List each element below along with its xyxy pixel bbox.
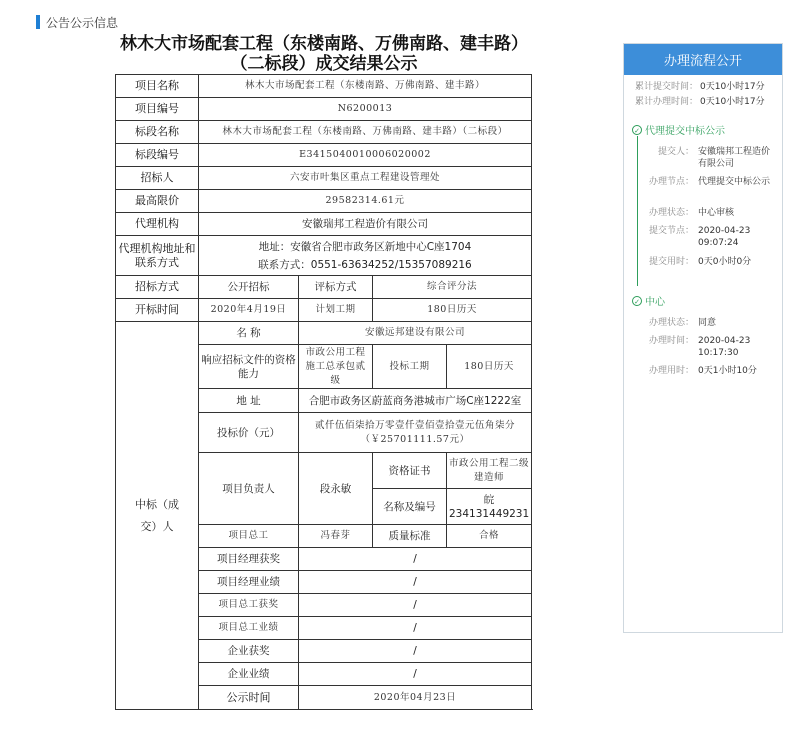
- lot-no-value: E3415040010006020002: [199, 144, 532, 167]
- table-row: [116, 322, 532, 345]
- status-value: 中心审核: [698, 208, 735, 218]
- winner-label: [116, 322, 199, 710]
- table-row: [116, 167, 532, 190]
- project-name-label: 项目名称: [116, 75, 199, 98]
- winner-label-text: 中标（成交）人: [135, 497, 179, 533]
- center-time-value: 2020-04-23 10:17:30: [698, 336, 751, 358]
- ce-perf-label: 项目总工业绩: [199, 617, 299, 640]
- co-perf-value: /: [299, 663, 532, 686]
- cert-no-value: 皖234131449231: [447, 489, 532, 525]
- agency-phone: 联系方式：0551-63634252/15357089216: [258, 258, 472, 271]
- center-used-label: 办理用时：: [648, 366, 694, 376]
- eval-method-label: 评标方式: [299, 276, 373, 299]
- table-row: [116, 276, 532, 299]
- agency-addr-value: [199, 236, 532, 276]
- total-submit-value: 0天10小时17分: [700, 82, 765, 92]
- address-label: 地 址: [199, 389, 299, 413]
- center-status-label: 办理状态：: [648, 318, 694, 328]
- table-row: [116, 213, 532, 236]
- stage-center: [632, 293, 665, 308]
- address-value: 合肥市政务区蔚蓝商务港城市广场C座1222室: [299, 389, 532, 413]
- table-row: [116, 236, 532, 276]
- chief-eng-value: 冯春芽: [299, 525, 373, 548]
- submit-used-label: 提交用时：: [648, 257, 694, 267]
- page-title: [118, 34, 530, 74]
- bid-period-label: 投标工期: [373, 345, 447, 389]
- co-awards-label: 企业获奖: [199, 640, 299, 663]
- agency-value: 安徽瑞邦工程造价有限公司: [199, 213, 532, 236]
- section-header: [36, 14, 118, 30]
- table-row: [116, 75, 532, 98]
- quality-value: 合格: [447, 525, 532, 548]
- table-row: [116, 299, 532, 322]
- submit-node-label: 提交节点：: [648, 226, 694, 236]
- section-title: 公告公示信息: [46, 15, 119, 30]
- stage-agent-submit: [632, 122, 725, 137]
- tender-method-value: 公开招标: [199, 276, 299, 299]
- open-time-value: 2020年4月19日: [199, 299, 299, 322]
- ce-awards-label: 项目总工获奖: [199, 594, 299, 617]
- title-line-1: 林木大市场配套工程（东楼南路、万佛南路、建丰路）: [120, 34, 528, 54]
- project-name-value: 林木大市场配套工程（东楼南路、万佛南路、建丰路）: [199, 75, 532, 98]
- table-row: [116, 144, 532, 167]
- check-circle-icon: ✓: [632, 296, 642, 306]
- max-price-value: 29582314.61元: [199, 190, 532, 213]
- title-line-2: （二标段）成交结果公示: [230, 54, 418, 74]
- chief-eng-label: 项目总工: [199, 525, 299, 548]
- table-row: [116, 121, 532, 144]
- total-submit-label: 累计提交时间：: [634, 82, 698, 92]
- pm-awards-label: 项目经理获奖: [199, 548, 299, 571]
- pm-value: 段永敏: [299, 453, 373, 525]
- center-time-label: 办理时间：: [648, 336, 694, 346]
- table-row: [116, 190, 532, 213]
- section-accent-bar: [36, 15, 40, 29]
- process-panel-title: 办理流程公开: [624, 44, 782, 75]
- lot-name-value: 林木大市场配套工程（东楼南路、万佛南路、建丰路）（二标段）: [199, 121, 532, 144]
- co-perf-label: 企业业绩: [199, 663, 299, 686]
- center-used-value: 0天1小时10分: [698, 366, 757, 376]
- agency-label: 代理机构: [116, 213, 199, 236]
- cert-value: 市政公用工程二级建造师: [447, 453, 532, 489]
- winner-name-value: 安徽远邦建设有限公司: [299, 322, 532, 345]
- pm-perf-value: /: [299, 571, 532, 594]
- cert-no-label: 名称及编号: [373, 489, 447, 525]
- cert-label: 资格证书: [373, 453, 447, 489]
- stage-agent-submit-name: 代理提交中标公示: [645, 126, 725, 137]
- bid-period-value: 180日历天: [447, 345, 532, 389]
- total-handle-label: 累计办理时间：: [634, 97, 698, 107]
- co-awards-value: /: [299, 640, 532, 663]
- stage-center-name: 中心: [645, 297, 665, 308]
- ce-awards-value: /: [299, 594, 532, 617]
- submitter-value: 安徽瑞邦工程造价有限公司: [698, 147, 771, 169]
- total-handle-value: 0天10小时17分: [700, 97, 765, 107]
- qual-value: 市政公用工程施工总承包贰级: [299, 345, 373, 389]
- plan-period-value: 180日历天: [373, 299, 532, 322]
- agency-address: 地址：安徽省合肥市政务区新地中心C座1704: [258, 240, 472, 253]
- process-panel: [623, 43, 783, 633]
- table-row: [116, 98, 532, 121]
- check-circle-icon: ✓: [632, 125, 642, 135]
- open-time-label: 开标时间: [116, 299, 199, 322]
- lot-name-label: 标段名称: [116, 121, 199, 144]
- winner-name-label: 名 称: [199, 322, 299, 345]
- project-no-value: N6200013: [199, 98, 532, 121]
- eval-method-value: 综合评分法: [373, 276, 532, 299]
- project-no-label: 项目编号: [116, 98, 199, 121]
- status-label: 办理状态：: [648, 208, 694, 218]
- qual-label: 响应招标文件的资格能力: [199, 345, 299, 389]
- pm-label: 项目负责人: [199, 453, 299, 525]
- pm-awards-value: /: [299, 548, 532, 571]
- tenderer-value: 六安市叶集区重点工程建设管理处: [199, 167, 532, 190]
- publish-time-value: 2020年04月23日: [299, 686, 532, 710]
- ce-perf-value: /: [299, 617, 532, 640]
- max-price-label: 最高限价: [116, 190, 199, 213]
- publish-time-label: 公示时间: [199, 686, 299, 710]
- bid-price-label: 投标价（元）: [199, 413, 299, 453]
- tender-method-label: 招标方式: [116, 276, 199, 299]
- tenderer-label: 招标人: [116, 167, 199, 190]
- pm-perf-label: 项目经理业绩: [199, 571, 299, 594]
- lot-no-label: 标段编号: [116, 144, 199, 167]
- submit-used-value: 0天0小时0分: [698, 257, 752, 267]
- submit-node-value: 2020-04-23 09:07:24: [698, 226, 751, 248]
- quality-label: 质量标准: [373, 525, 447, 548]
- center-status-value: 同意: [698, 318, 717, 328]
- submitter-label: 提交人：: [657, 147, 694, 157]
- timeline-line: [637, 136, 638, 286]
- node-label: 办理节点：: [648, 177, 694, 187]
- agency-addr-label: 代理机构地址和联系方式: [116, 236, 199, 276]
- plan-period-label: 计划工期: [299, 299, 373, 322]
- bid-price-value: 贰仟伍佰柒拾万零壹仟壹佰壹拾壹元伍角柒分（￥25701111.57元）: [299, 413, 532, 453]
- node-value: 代理提交中标公示: [698, 177, 771, 187]
- result-table: [115, 74, 532, 710]
